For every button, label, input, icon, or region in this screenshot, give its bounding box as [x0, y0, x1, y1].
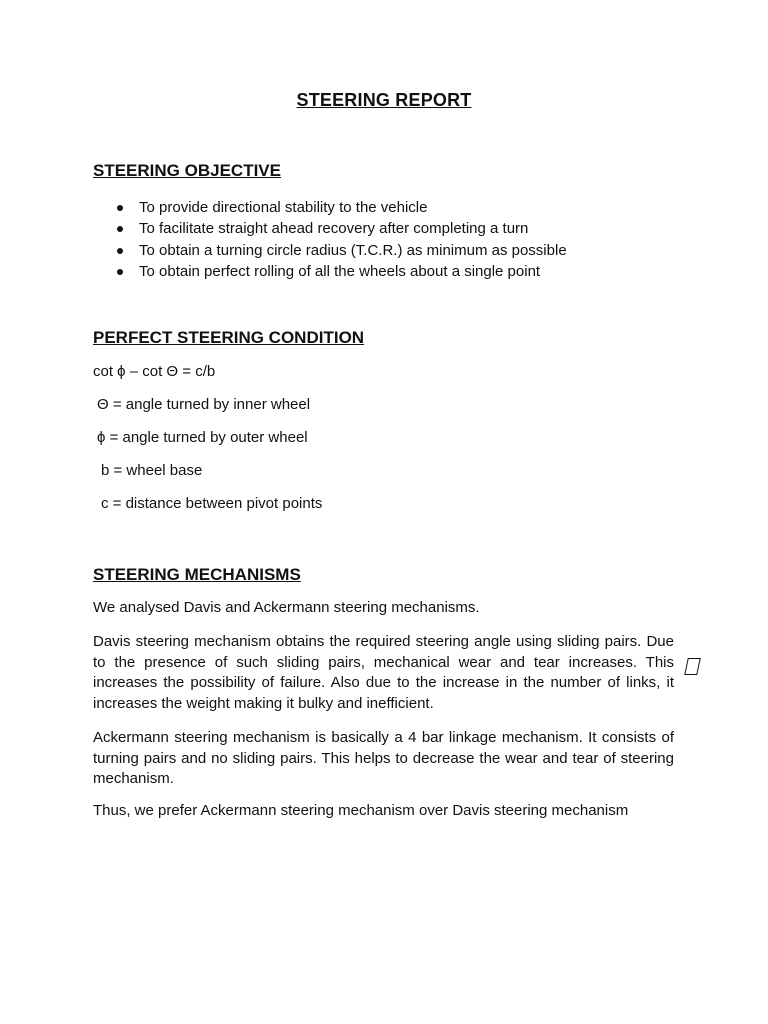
bullet-icon	[117, 205, 123, 211]
definition-phi: ϕ = angle turned by outer wheel	[97, 429, 308, 446]
page-title: STEERING REPORT	[296, 90, 472, 110]
bullet-icon	[117, 248, 123, 254]
definition-b: b = wheel base	[101, 462, 203, 479]
paragraph-conclusion: Thus, we prefer Ackermann steering mechanism over Davis steering mechanism	[93, 802, 629, 819]
definition-theta: Θ = angle turned by inner wheel	[97, 396, 311, 413]
section-heading-mechanisms: STEERING MECHANISMS	[93, 565, 301, 584]
section-heading-objective: STEERING OBJECTIVE	[93, 161, 281, 180]
list-item: To obtain a turning circle radius (T.C.R.) as minimum as possible	[93, 240, 567, 261]
list-item: To obtain perfect rolling of all the wheels about a single point	[93, 261, 567, 282]
paragraph-intro: We analysed Davis and Ackermann steering mechanisms.	[93, 599, 480, 616]
bullet-icon	[117, 226, 123, 232]
steering-equation: cot ϕ – cot Θ = c/b	[93, 363, 216, 380]
bullet-icon	[117, 269, 123, 275]
definition-c: c = distance between pivot points	[101, 495, 323, 512]
list-item: To facilitate straight ahead recovery after completing a turn	[93, 218, 567, 239]
objective-list	[93, 197, 567, 282]
missing-glyph-box-icon	[684, 658, 701, 675]
list-item: To provide directional stability to the vehicle	[93, 197, 567, 218]
section-heading-condition: PERFECT STEERING CONDITION	[93, 328, 365, 347]
paragraph-davis: Davis steering mechanism obtains the required steering angle using sliding pairs. Due to the presence of such sliding pairs, mechanical wear and tear increases. This increases the possibility of failure. Also due to the increase in the number of links, it increases the weight making it bulky and inefficient.	[93, 633, 674, 712]
paragraph-ackermann: Ackermann steering mechanism is basically a 4 bar linkage mechanism. It consists of turning pairs and no sliding pairs. This helps to decrease the wear and tear of steering mechanism.	[93, 729, 674, 787]
